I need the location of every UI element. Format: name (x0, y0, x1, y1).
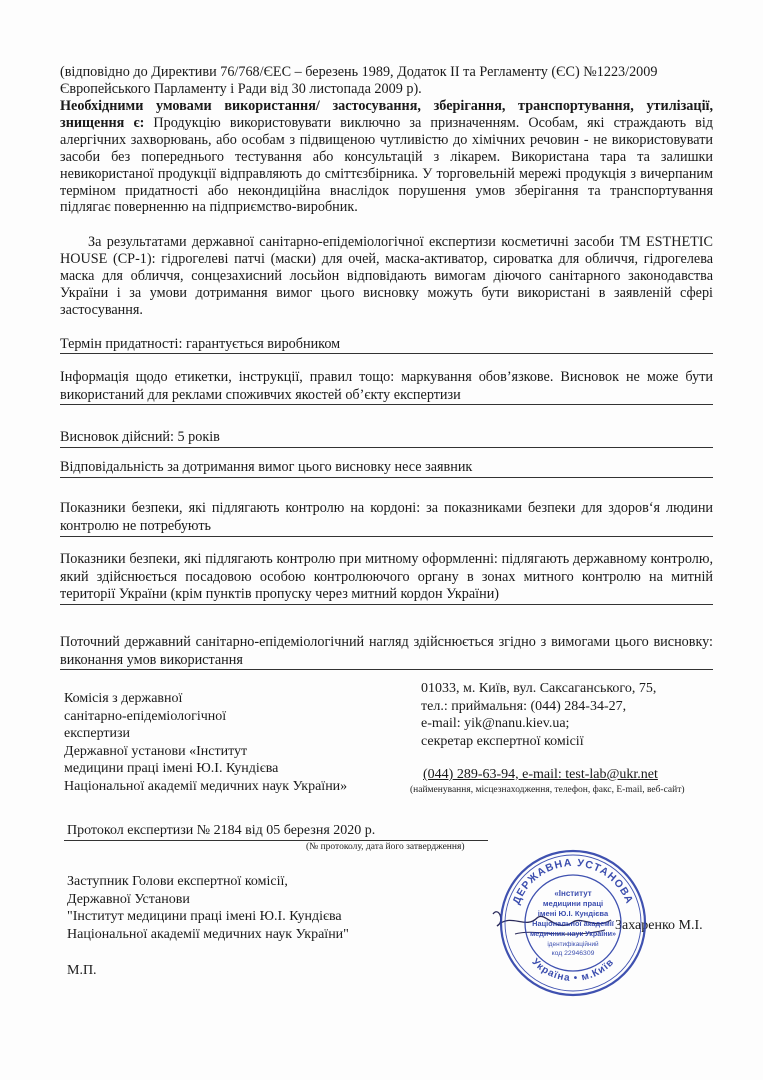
border-control-field: Показники безпеки, які підлягають контролю на кордоні: за показниками безпеки для здоров‘я людини контролю не потребують (60, 500, 713, 534)
protocol-text: Протокол експертизи № 2184 від 05 березня 2020 р. (67, 823, 376, 838)
conclusion-paragraph (60, 234, 713, 319)
seal-center-1: «Інститут (554, 889, 592, 898)
official-seal (498, 848, 648, 998)
responsibility-rule (60, 477, 713, 478)
responsibility-field: Відповідальність за дотримання вимог цього висновку несе заявник (60, 459, 473, 475)
shelf-life-field: Термін придатності: гарантується виробником (60, 336, 341, 352)
address-line-4: секретар експертної комісії (421, 733, 584, 749)
conditions-text: Продукцію використовувати виключно за призначенням. Особам, які страждають від алергічних захворювань, або особам з підвищеною чутливістю до хімічних речовин - не використовувати засоби без попереднього тестування або консультацій з лікарем. Використана тара та залишки невикористаної продукції відправляють до сміттєзбірника. У торговельній мережі продукція з вичерпаним терміном придатності або некондиційна внаслідок порушення умов зберігання та транспортування підлягає поверненню на підприємство-виробник. (60, 114, 713, 216)
seal-center-7: код 22946309 (551, 950, 595, 957)
conditions-paragraph (60, 98, 713, 216)
conclusion-text: За результатами державної санітарно-епідеміологічної експертизи косметичні засоби ТМ ESTHETIC HOUSE (СР-1): гідрогелеві патчі (маски) для очей, маска-активатор, сироватка для обличчя, гідрогелева маска для обличчя, сонцезахисний лосьйон відповідають вимогам діючого санітарного законодавства України і за умови дотримання вимог цього висновку можуть бути використані в заявленій сфері застосування. (60, 234, 713, 318)
supervision-field: Поточний державний санітарно-епідеміологічний нагляд здійснюється згідно з вимогами цього висновку: виконання умов використання (60, 634, 713, 668)
protocol-caption: (№ протоколу, дата його затвердження) (306, 842, 465, 852)
conditions-heading: Необхідними умовами використання/ застосування, зберігання, транспортування, утилізації, знищення є: (60, 98, 713, 131)
seal-center-6: ідентифікаційний (547, 941, 599, 948)
mp-label: М.П. (67, 963, 97, 978)
seal-center-3: імені Ю.І. Кундієва (537, 909, 609, 918)
customs-control-field: Показники безпеки, які підлягають контролю при митному оформленні: підлягають державному контролю, який здійснюється посадовою особою контролюючого органу в зонах митного контролю на митній території України (крім пунктів пропуску через митний кордон України) (60, 551, 713, 602)
commission-line-3: експертизи (64, 726, 131, 742)
labeling-rule (60, 404, 713, 405)
intro-line-1: (відповідно до Директиви 76/768/ЄЕС – березень 1989, Додаток II та Регламенту (ЄС) №1223/2009 (60, 64, 658, 80)
signature-block (67, 873, 407, 943)
labeling-field: Інформація щодо етикетки, інструкції, правил тощо: маркування обов’язкове. Висновок не може бути використаний для реклами споживчих якостей об’єкту експертизи (60, 369, 713, 403)
signature-line-4: Національної академії медичних наук України" (67, 926, 349, 942)
commission-line-1: Комісія з державної (64, 691, 183, 706)
protocol-rule (64, 840, 488, 841)
signature-line-3: "Інститут медицини праці імені Ю.І. Кундієва (67, 909, 342, 925)
supervision-rule (60, 669, 713, 670)
signature-line-2: Державної Установи (67, 891, 190, 907)
seal-ring-bottom: Україна • м.Київ (529, 956, 617, 985)
validity-rule (60, 447, 713, 448)
intro-text (60, 64, 713, 98)
commission-line-2: санітарно-епідеміологічної (64, 708, 227, 724)
seal-center-2: медицини праці (542, 899, 604, 908)
commission-line-6: Національної академії медичних наук України» (64, 778, 348, 794)
intro-line-2: Європейського Парламенту і Ради від 30 листопада 2009 р). (60, 80, 422, 97)
address-line-5: (044) 289-63-94, e-mail: test-lab@ukr.net (423, 767, 658, 782)
address-line-3: e-mail: yik@nanu.kiev.ua; (421, 716, 570, 732)
validity-field: Висновок дійсний: 5 років (60, 429, 220, 445)
signatory-name: Захаренко М.І. (615, 918, 703, 933)
address-block (421, 680, 721, 750)
commission-line-5: медицини праці імені Ю.І. Кундієва (64, 761, 279, 777)
seal-ring-top: ДЕРЖАВНА УСТАНОВА (510, 856, 636, 907)
seal-center-5: медичних наук України» (529, 929, 617, 938)
commission-block (64, 690, 404, 796)
address-caption: (найменування, місцезнаходження, телефон, факс, E-mail, веб-сайт) (410, 785, 685, 795)
border-control-rule (60, 536, 713, 537)
seal-center-4: Національної академії (532, 919, 614, 928)
shelf-life-rule (60, 353, 713, 354)
address-line-2: тел.: приймальня: (044) 284-34-27, (421, 698, 627, 714)
customs-control-rule (60, 604, 713, 605)
address-line-1: 01033, м. Київ, вул. Саксаганського, 75, (421, 681, 657, 696)
commission-line-4: Державної установи «Інститут (64, 743, 248, 759)
signature-line-1: Заступник Голови експертної комісії, (67, 874, 288, 889)
